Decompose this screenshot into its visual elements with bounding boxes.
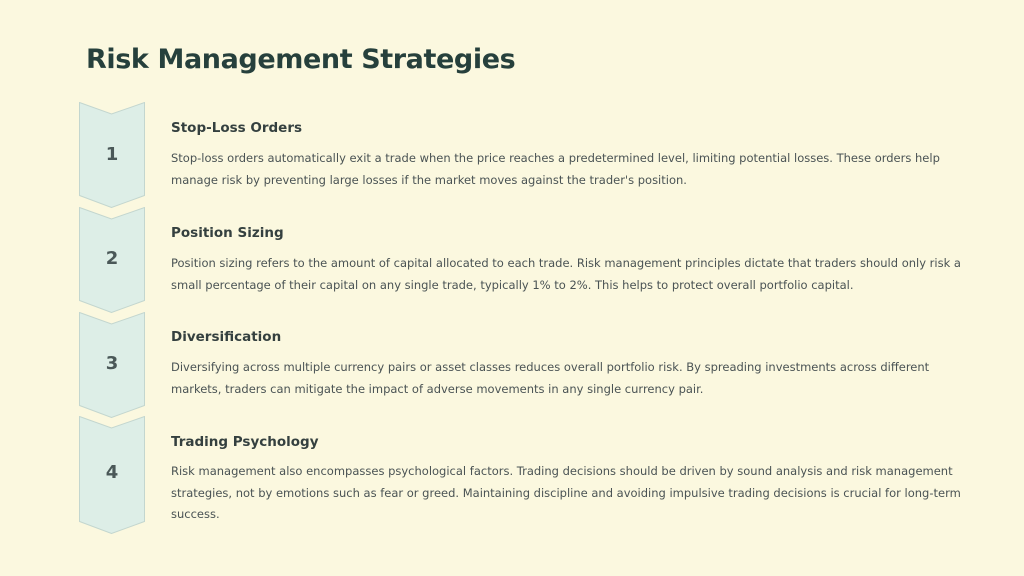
step-number: 2: [105, 248, 119, 269]
slide-title: Risk Management Strategies: [86, 44, 516, 75]
step-number: 3: [105, 353, 119, 374]
step-description: Position sizing refers to the amount of capital allocated to each trade. Risk management principles dictate that traders should only risk a small percentage of their capital on any single trade, typically 1% to 2%. This helps to protect overall portfolio capital.: [171, 256, 961, 292]
step-heading: Stop-Loss Orders: [171, 120, 303, 136]
step-4: [0, 416, 1024, 534]
step-heading: Diversification: [171, 329, 282, 345]
step-description: Diversifying across multiple currency pairs or asset classes reduces overall portfolio risk. By spreading investments across different markets, traders can mitigate the impact of adverse movements in any single currency pair.: [171, 360, 930, 396]
step-number: 1: [105, 144, 119, 165]
step-2: [0, 207, 1024, 313]
step-1: [0, 102, 1024, 208]
step-description: Stop-loss orders automatically exit a trade when the price reaches a predetermined level, limiting potential losses. These orders help manage risk by preventing large losses if the market moves against the trader's position.: [171, 151, 940, 187]
step-heading: Position Sizing: [171, 225, 284, 241]
step-3: [0, 312, 1024, 418]
step-heading: Trading Psychology: [171, 434, 319, 450]
step-description: Risk management also encompasses psychological factors. Trading decisions should be driven by sound analysis and risk management strategies, not by emotions such as fear or greed. Maintaining discipline and avoiding impulsive trading decisions is crucial for long-term success.: [171, 464, 961, 521]
step-number: 4: [105, 462, 119, 483]
